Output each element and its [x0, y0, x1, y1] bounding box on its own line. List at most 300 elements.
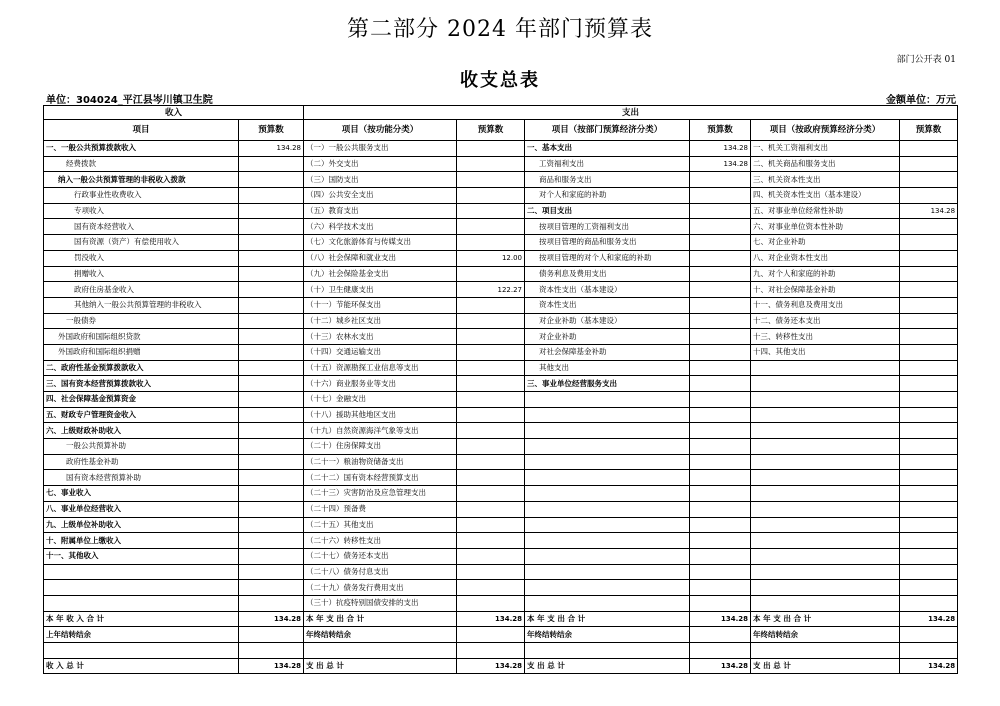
- dept-econ-value: [690, 360, 751, 376]
- dept-econ-value: [690, 344, 751, 360]
- dept-econ-item: [525, 470, 690, 486]
- prev-carry-value: [239, 627, 304, 643]
- function-item: （十五）资源勘探工业信息等支出: [304, 360, 457, 376]
- function-item: （七）文化旅游体育与传媒支出: [304, 235, 457, 251]
- gov-econ-value: [900, 580, 958, 596]
- expense-year-total-1: 134.28: [457, 611, 525, 627]
- income-item: 九、上级单位补助收入: [44, 517, 239, 533]
- gov-econ-item: [751, 595, 900, 611]
- income-value: [239, 266, 304, 282]
- gov-econ-item: 十三、转移性支出: [751, 329, 900, 345]
- function-value: 122.27: [457, 282, 525, 298]
- dept-econ-item: 工资福利支出: [525, 156, 690, 172]
- gov-econ-value: [900, 297, 958, 313]
- dept-econ-value: [690, 282, 751, 298]
- income-item: [44, 580, 239, 596]
- dept-econ-item: [525, 548, 690, 564]
- gov-econ-value: [900, 439, 958, 455]
- income-value: [239, 392, 304, 408]
- income-item: 政府性基金补助: [44, 454, 239, 470]
- dept-econ-item: [525, 407, 690, 423]
- table-subtitle: 收支总表: [460, 70, 540, 91]
- function-value: [457, 407, 525, 423]
- gov-econ-value: [900, 470, 958, 486]
- function-item: （三十）抗疫特别国债安排的支出: [304, 595, 457, 611]
- gov-econ-value: 134.28: [900, 203, 958, 219]
- dept-econ-item: 对企业补助（基本建设）: [525, 313, 690, 329]
- dept-econ-value: [690, 203, 751, 219]
- function-value: [457, 172, 525, 188]
- dept-econ-item: [525, 533, 690, 549]
- gov-econ-item: [751, 580, 900, 596]
- income-year-total: 134.28: [239, 611, 304, 627]
- dept-econ-item: 对个人和家庭的补助: [525, 188, 690, 204]
- form-number: 部门公开表 01: [896, 55, 956, 65]
- income-item: 经费拨款: [44, 156, 239, 172]
- dept-econ-value: [690, 580, 751, 596]
- income-item: 十、附属单位上缴收入: [44, 533, 239, 549]
- gov-econ-value: [900, 564, 958, 580]
- income-item: 国有资源（资产）有偿使用收入: [44, 235, 239, 251]
- function-value: [457, 219, 525, 235]
- table-row: [44, 344, 958, 360]
- table-row: [44, 266, 958, 282]
- end-carry-label-1: 年终结转结余: [304, 627, 457, 643]
- gov-econ-item: [751, 439, 900, 455]
- gov-econ-item: 十一、债务利息及费用支出: [751, 297, 900, 313]
- blank: [900, 643, 958, 659]
- income-item: 行政事业性收费收入: [44, 188, 239, 204]
- expense-year-total-label-3: 本 年 支 出 合 计: [751, 611, 900, 627]
- expense-year-total-label-2: 本 年 支 出 合 计: [525, 611, 690, 627]
- income-value: [239, 156, 304, 172]
- income-value: [239, 501, 304, 517]
- blank: [525, 643, 690, 659]
- end-carry-label-2: 年终结转结余: [525, 627, 690, 643]
- dept-econ-value: [690, 454, 751, 470]
- gov-econ-value: [900, 376, 958, 392]
- income-value: [239, 533, 304, 549]
- income-value: [239, 219, 304, 235]
- table-row: [44, 580, 958, 596]
- income-value: [239, 360, 304, 376]
- income-budget-header: 预算数: [239, 120, 304, 141]
- expense-total-2: 134.28: [690, 658, 751, 674]
- function-value: [457, 266, 525, 282]
- gov-econ-item: [751, 470, 900, 486]
- dept-econ-value: [690, 250, 751, 266]
- income-value: [239, 454, 304, 470]
- dept-econ-value: [690, 517, 751, 533]
- gov-econ-value: [900, 344, 958, 360]
- function-value: [457, 517, 525, 533]
- table-row: [44, 188, 958, 204]
- expense-header: 支出: [304, 106, 958, 120]
- income-total-label: 收 入 总 计: [44, 658, 239, 674]
- function-item: （三）国防支出: [304, 172, 457, 188]
- total-row: [44, 658, 958, 674]
- dept-econ-value: [690, 235, 751, 251]
- gov-econ-value: [900, 392, 958, 408]
- function-value: [457, 595, 525, 611]
- gov-econ-value: [900, 454, 958, 470]
- table-row: [44, 470, 958, 486]
- function-value: [457, 486, 525, 502]
- gov-econ-item: [751, 517, 900, 533]
- gov-econ-value: [900, 250, 958, 266]
- dept-econ-item: 按项目管理的工资福利支出: [525, 219, 690, 235]
- gov-econ-value: [900, 219, 958, 235]
- income-item: 六、上级财政补助收入: [44, 423, 239, 439]
- dept-econ-value: [690, 376, 751, 392]
- table-row: [44, 439, 958, 455]
- gov-econ-value: [900, 235, 958, 251]
- function-item-header: 项目（按功能分类）: [304, 120, 457, 141]
- table-row: [44, 501, 958, 517]
- function-item: （四）公共安全支出: [304, 188, 457, 204]
- gov-econ-item: 一、机关工资福利支出: [751, 141, 900, 157]
- function-value: [457, 329, 525, 345]
- dept-econ-value: [690, 564, 751, 580]
- table-row: [44, 548, 958, 564]
- table-row: [44, 423, 958, 439]
- dept-econ-item: [525, 392, 690, 408]
- function-value: [457, 533, 525, 549]
- gov-econ-value: [900, 266, 958, 282]
- blank: [751, 643, 900, 659]
- income-value: [239, 172, 304, 188]
- income-value: [239, 250, 304, 266]
- dept-econ-item: 商品和服务支出: [525, 172, 690, 188]
- function-item: （二十七）债务还本支出: [304, 548, 457, 564]
- income-item: 其他纳入一般公共预算管理的非税收入: [44, 297, 239, 313]
- function-item: （十）卫生健康支出: [304, 282, 457, 298]
- table-row: [44, 376, 958, 392]
- dept-econ-value: [690, 392, 751, 408]
- function-value: [457, 297, 525, 313]
- income-year-total-label: 本 年 收 入 合 计: [44, 611, 239, 627]
- income-total: 134.28: [239, 658, 304, 674]
- income-item: 专项收入: [44, 203, 239, 219]
- income-item: 捐赠收入: [44, 266, 239, 282]
- table-row: [44, 486, 958, 502]
- dept-econ-item: [525, 439, 690, 455]
- function-value: [457, 392, 525, 408]
- gov-econ-value: [900, 360, 958, 376]
- dept-econ-value: [690, 297, 751, 313]
- table-row: [44, 360, 958, 376]
- income-item: 一、一般公共预算拨款收入: [44, 141, 239, 157]
- gov-econ-item: [751, 548, 900, 564]
- income-value: [239, 423, 304, 439]
- income-value: [239, 439, 304, 455]
- dept-econ-item: 按项目管理的对个人和家庭的补助: [525, 250, 690, 266]
- income-value: [239, 486, 304, 502]
- dept-econ-value: [690, 266, 751, 282]
- table-row: [44, 595, 958, 611]
- gov-econ-item: [751, 454, 900, 470]
- function-value: [457, 203, 525, 219]
- function-value: [457, 501, 525, 517]
- gov-econ-value: [900, 501, 958, 517]
- dept-econ-item: [525, 423, 690, 439]
- dept-econ-item: 对社会保障基金补助: [525, 344, 690, 360]
- income-item: 国有资本经营收入: [44, 219, 239, 235]
- dept-econ-budget-header: 预算数: [690, 120, 751, 141]
- gov-econ-value: [900, 595, 958, 611]
- function-item: （八）社会保障和就业支出: [304, 250, 457, 266]
- income-item: 罚没收入: [44, 250, 239, 266]
- income-value: [239, 470, 304, 486]
- function-item: （二十六）转移性支出: [304, 533, 457, 549]
- income-value: [239, 580, 304, 596]
- end-carry-value-1: [457, 627, 525, 643]
- gov-econ-item: [751, 376, 900, 392]
- dept-econ-item: [525, 564, 690, 580]
- income-item: 政府住房基金收入: [44, 282, 239, 298]
- gov-econ-item: 二、机关商品和服务支出: [751, 156, 900, 172]
- function-value: [457, 423, 525, 439]
- dept-econ-item-header: 项目（按部门预算经济分类）: [525, 120, 690, 141]
- dept-econ-item: 二、项目支出: [525, 203, 690, 219]
- expense-total-label-1: 支 出 总 计: [304, 658, 457, 674]
- function-item: （二十一）粮油物资储备支出: [304, 454, 457, 470]
- gov-econ-item: [751, 423, 900, 439]
- dept-econ-value: [690, 595, 751, 611]
- table-row: [44, 141, 958, 157]
- gov-econ-item: 五、对事业单位经常性补助: [751, 203, 900, 219]
- dept-econ-item: [525, 517, 690, 533]
- function-value: [457, 470, 525, 486]
- table-row: [44, 235, 958, 251]
- function-value: [457, 235, 525, 251]
- gov-econ-value: [900, 313, 958, 329]
- dept-econ-value: [690, 407, 751, 423]
- gov-econ-item: [751, 564, 900, 580]
- table-row: [44, 282, 958, 298]
- income-value: [239, 235, 304, 251]
- dept-econ-item: [525, 486, 690, 502]
- dept-econ-value: [690, 439, 751, 455]
- table-row: [44, 564, 958, 580]
- gov-econ-item-header: 项目（按政府预算经济分类）: [751, 120, 900, 141]
- income-value: [239, 407, 304, 423]
- expense-total-label-2: 支 出 总 计: [525, 658, 690, 674]
- gov-econ-budget-header: 预算数: [900, 120, 958, 141]
- gov-econ-value: [900, 423, 958, 439]
- expense-total-3: 134.28: [900, 658, 958, 674]
- function-item: （十七）金融支出: [304, 392, 457, 408]
- table-row: [44, 250, 958, 266]
- blank: [304, 643, 457, 659]
- function-item: （五）教育支出: [304, 203, 457, 219]
- gov-econ-value: [900, 486, 958, 502]
- gov-econ-value: [900, 282, 958, 298]
- dept-econ-value: 134.28: [690, 156, 751, 172]
- income-item-header: 项目: [44, 120, 239, 141]
- income-item: [44, 564, 239, 580]
- function-item: （二十八）债务付息支出: [304, 564, 457, 580]
- dept-econ-item: 资本性支出: [525, 297, 690, 313]
- end-carry-label-3: 年终结转结余: [751, 627, 900, 643]
- function-value: 12.00: [457, 250, 525, 266]
- function-item: （一）一般公共服务支出: [304, 141, 457, 157]
- dept-econ-value: [690, 533, 751, 549]
- dept-econ-item: [525, 454, 690, 470]
- expense-year-total-label-1: 本 年 支 出 合 计: [304, 611, 457, 627]
- blank: [690, 643, 751, 659]
- dept-econ-value: [690, 548, 751, 564]
- dept-econ-item: [525, 580, 690, 596]
- blank: [457, 643, 525, 659]
- income-value: [239, 282, 304, 298]
- dept-econ-item: 对企业补助: [525, 329, 690, 345]
- gov-econ-item: 八、对企业资本性支出: [751, 250, 900, 266]
- function-item: （二）外交支出: [304, 156, 457, 172]
- function-value: [457, 313, 525, 329]
- function-item: （十四）交通运输支出: [304, 344, 457, 360]
- income-item: 纳入一般公共预算管理的非税收入拨款: [44, 172, 239, 188]
- dept-econ-value: [690, 486, 751, 502]
- gov-econ-value: [900, 156, 958, 172]
- function-budget-header: 预算数: [457, 120, 525, 141]
- unit-label: 单位：304024_平江县岑川镇卫生院: [46, 95, 213, 106]
- expense-year-total-3: 134.28: [900, 611, 958, 627]
- gov-econ-item: 四、机关资本性支出（基本建设）: [751, 188, 900, 204]
- income-value: [239, 564, 304, 580]
- income-item: 外国政府和国际组织捐赠: [44, 344, 239, 360]
- gov-econ-item: 十四、其他支出: [751, 344, 900, 360]
- function-item: （十一）节能环保支出: [304, 297, 457, 313]
- function-item: （二十九）债务发行费用支出: [304, 580, 457, 596]
- dept-econ-item: 三、事业单位经营服务支出: [525, 376, 690, 392]
- income-item: 十一、其他收入: [44, 548, 239, 564]
- income-item: 国有资本经营预算补助: [44, 470, 239, 486]
- function-item: （二十二）国有资本经营预算支出: [304, 470, 457, 486]
- income-item: 一般债券: [44, 313, 239, 329]
- blank: [239, 643, 304, 659]
- total-row: [44, 627, 958, 643]
- gov-econ-item: 七、对企业补助: [751, 235, 900, 251]
- dept-econ-value: [690, 313, 751, 329]
- dept-econ-value: [690, 423, 751, 439]
- money-unit-label: 金额单位：万元: [886, 95, 956, 106]
- gov-econ-item: [751, 392, 900, 408]
- function-item: （十九）自然资源海洋气象等支出: [304, 423, 457, 439]
- gov-econ-value: [900, 329, 958, 345]
- dept-econ-item: [525, 595, 690, 611]
- gov-econ-item: [751, 407, 900, 423]
- gov-econ-value: [900, 548, 958, 564]
- income-value: [239, 517, 304, 533]
- gov-econ-value: [900, 172, 958, 188]
- gov-econ-item: 十二、债务还本支出: [751, 313, 900, 329]
- income-value: [239, 329, 304, 345]
- expense-total-1: 134.28: [457, 658, 525, 674]
- income-value: [239, 313, 304, 329]
- income-value: [239, 188, 304, 204]
- function-value: [457, 141, 525, 157]
- income-item: 二、政府性基金预算拨款收入: [44, 360, 239, 376]
- income-item: 三、国有资本经营预算拨款收入: [44, 376, 239, 392]
- function-value: [457, 376, 525, 392]
- function-value: [457, 156, 525, 172]
- function-value: [457, 439, 525, 455]
- gov-econ-value: [900, 533, 958, 549]
- function-value: [457, 580, 525, 596]
- dept-econ-item: 按项目管理的商品和服务支出: [525, 235, 690, 251]
- income-value: [239, 595, 304, 611]
- income-item: [44, 595, 239, 611]
- income-value: [239, 376, 304, 392]
- gov-econ-value: [900, 188, 958, 204]
- expense-year-total-2: 134.28: [690, 611, 751, 627]
- function-value: [457, 548, 525, 564]
- gov-econ-item: [751, 501, 900, 517]
- table-row: [44, 172, 958, 188]
- function-item: （二十）住房保障支出: [304, 439, 457, 455]
- table-row: [44, 156, 958, 172]
- gov-econ-item: [751, 486, 900, 502]
- gov-econ-item: 九、对个人和家庭的补助: [751, 266, 900, 282]
- function-item: （二十五）其他支出: [304, 517, 457, 533]
- dept-econ-item: 一、基本支出: [525, 141, 690, 157]
- income-value: 134.28: [239, 141, 304, 157]
- budget-table: [43, 105, 958, 674]
- table-row: [44, 219, 958, 235]
- table-row: [44, 517, 958, 533]
- function-value: [457, 188, 525, 204]
- income-value: [239, 344, 304, 360]
- table-row: [44, 407, 958, 423]
- total-row: [44, 611, 958, 627]
- dept-econ-value: [690, 172, 751, 188]
- function-value: [457, 454, 525, 470]
- total-row: [44, 643, 958, 659]
- dept-econ-value: 134.28: [690, 141, 751, 157]
- income-item: 七、事业收入: [44, 486, 239, 502]
- table-row: [44, 392, 958, 408]
- gov-econ-item: 六、对事业单位资本性补助: [751, 219, 900, 235]
- dept-econ-item: 其他支出: [525, 360, 690, 376]
- function-item: （二十三）灾害防治及应急管理支出: [304, 486, 457, 502]
- income-header: 收入: [44, 106, 304, 120]
- gov-econ-item: [751, 360, 900, 376]
- expense-total-label-3: 支 出 总 计: [751, 658, 900, 674]
- end-carry-value-2: [690, 627, 751, 643]
- income-value: [239, 297, 304, 313]
- function-item: （十二）城乡社区支出: [304, 313, 457, 329]
- income-item: 八、事业单位经营收入: [44, 501, 239, 517]
- table-row: [44, 454, 958, 470]
- dept-econ-value: [690, 219, 751, 235]
- dept-econ-item: [525, 501, 690, 517]
- gov-econ-value: [900, 517, 958, 533]
- function-item: （六）科学技术支出: [304, 219, 457, 235]
- gov-econ-item: 三、机关资本性支出: [751, 172, 900, 188]
- dept-econ-value: [690, 470, 751, 486]
- dept-econ-value: [690, 188, 751, 204]
- table-row: [44, 329, 958, 345]
- dept-econ-value: [690, 329, 751, 345]
- end-carry-value-3: [900, 627, 958, 643]
- function-value: [457, 564, 525, 580]
- table-row: [44, 203, 958, 219]
- gov-econ-item: [751, 533, 900, 549]
- income-value: [239, 203, 304, 219]
- function-value: [457, 360, 525, 376]
- income-item: 外国政府和国际组织贷款: [44, 329, 239, 345]
